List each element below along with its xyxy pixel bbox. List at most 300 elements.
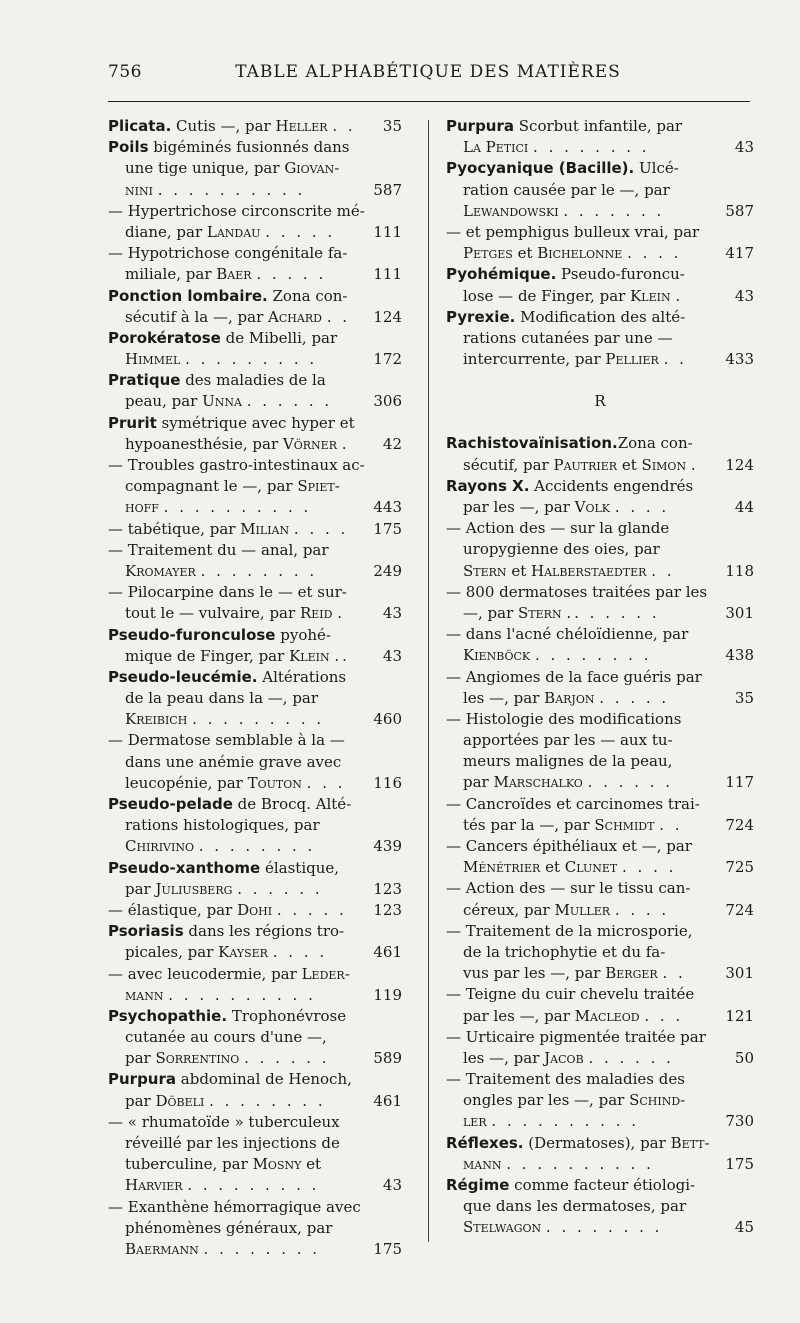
entry-text: — et pemphigus bulleux vrai, par [446, 222, 700, 241]
entry-text: de la trichophytie et du fa- [463, 942, 666, 961]
entry-text: — Urticaire pigmentée traitée par [446, 1027, 706, 1046]
entry-line [108, 222, 402, 243]
entry-term: Prurit [108, 413, 157, 432]
dot-leader: . . [326, 307, 351, 326]
entry-text: ration causée par le —, par [463, 180, 670, 199]
dot-leader: . . . . . . . [563, 201, 665, 220]
author-name: Kienböck [463, 646, 531, 665]
entry-text: vus par les —, par [463, 964, 606, 983]
entry-term: Pyocyanique (Bacille). [446, 159, 635, 178]
index-entry [446, 878, 754, 920]
dot-leader: . . . . . . [246, 392, 333, 411]
index-entry [446, 1027, 754, 1069]
author-name: Macleod [574, 1006, 640, 1025]
index-entry [108, 519, 402, 540]
entry-text: sécutif, par [463, 455, 554, 474]
entry-line [446, 836, 754, 857]
entry-text: élastique, [260, 858, 340, 877]
entry-text: Ulcé- [634, 159, 679, 178]
entry-term: Purpura [108, 1070, 177, 1089]
entry-line [108, 455, 402, 476]
index-entry [108, 900, 402, 921]
dot-leader: . . . . . . [588, 1048, 674, 1067]
entry-line [108, 836, 402, 857]
dot-leader: . . . . . . . . . . [168, 985, 316, 1004]
index-entry [446, 433, 754, 475]
page-reference: 117 [725, 773, 754, 792]
entry-text: meurs malignes de la peau, [463, 752, 673, 771]
author-name: Stelwagon [463, 1218, 542, 1237]
dot-leader: . . . . . . . . [209, 1091, 326, 1110]
index-entry [108, 858, 402, 900]
entry-text: Zona con- [267, 286, 348, 305]
index-entry [108, 137, 402, 201]
entry-text: sécutif à la —, par [125, 307, 269, 326]
dot-leader: . . . . . . . . . [192, 710, 325, 729]
entry-line [108, 667, 402, 688]
page-reference: 724 [725, 900, 754, 919]
entry-text: — « rhumatoïde » tuberculeux [108, 1112, 340, 1131]
entry-term: Rayons X. [446, 476, 530, 495]
entry-line [108, 646, 402, 667]
index-entry [446, 582, 754, 624]
entry-text: — Hypotrichose congénitale fa- [108, 244, 348, 263]
entry-line [446, 878, 754, 899]
entry-line [108, 1048, 402, 1069]
entry-line [108, 1112, 402, 1133]
author-name: Chirivino [125, 837, 194, 856]
page-reference: 42 [382, 434, 402, 453]
dot-leader: . . . [644, 1006, 684, 1025]
entry-line [108, 1091, 402, 1112]
entry-line [446, 455, 754, 476]
entry-text: les —, par [463, 688, 545, 707]
author-name: La Petici [463, 138, 529, 157]
entry-text: — Teigne du cuir chevelu traitée [446, 985, 695, 1004]
entry-line [108, 434, 402, 455]
page-reference: 44 [734, 498, 754, 516]
author-name: Bett- [670, 1133, 710, 1152]
dot-leader: . . [662, 964, 686, 983]
dot-leader: . . . . [272, 943, 328, 962]
entry-line [108, 1218, 402, 1239]
entry-line [108, 815, 402, 836]
dot-leader: . . [332, 117, 356, 135]
entry-text: Zona con- [617, 434, 693, 453]
index-entry [446, 116, 754, 158]
index-entry [446, 307, 754, 371]
index-entry [446, 1175, 754, 1239]
entry-text: céreux, par [463, 900, 555, 919]
section-letter: R [594, 392, 606, 411]
entry-line [108, 688, 402, 709]
entry-text: et [540, 858, 565, 877]
index-entry [446, 1133, 754, 1175]
index-entry [108, 201, 402, 243]
entry-line [446, 942, 754, 963]
index-entry [108, 921, 402, 963]
entry-text: de Mibelli, par [220, 328, 338, 347]
page-reference: 301 [725, 964, 754, 983]
entry-line [108, 985, 402, 1006]
entry-text: — Exanthène hémorragique avec [108, 1197, 361, 1216]
entry-text: lose — de Finger, par [463, 286, 631, 305]
author-name: Bichelonne [537, 244, 623, 263]
entry-text: rations cutanées par une — [463, 328, 673, 347]
page-reference: 118 [725, 561, 754, 580]
entry-line [446, 561, 754, 582]
entry-text: — Pilocarpine dans le — et sur- [108, 583, 347, 602]
entry-line [446, 264, 754, 285]
entry-text: dans les régions tro- [183, 922, 345, 941]
entry-term: Psychopathie. [108, 1006, 228, 1025]
page-number: 756 [108, 62, 142, 82]
dot-leader: . . . . . . . . . [187, 1176, 320, 1195]
entry-term: Régime [446, 1176, 510, 1194]
author-name: Pautrier [553, 455, 618, 474]
entry-text: abdominal de Henoch, [176, 1070, 352, 1089]
author-name: Stern [518, 603, 562, 622]
page-reference: 50 [734, 1048, 754, 1067]
dot-leader: . . . . . [256, 265, 327, 284]
entry-text: phénomènes généraux, par [125, 1218, 333, 1237]
entry-line [446, 476, 754, 497]
entry-text: de Brocq. Alté- [232, 795, 352, 813]
entry-text: des maladies de la [180, 371, 326, 390]
index-entry [446, 836, 754, 878]
page-reference: 124 [373, 307, 402, 326]
entry-line [446, 1111, 754, 1132]
entry-line [446, 582, 754, 603]
right-column-r-entries [446, 433, 754, 1238]
author-name: Giovan- [284, 159, 340, 178]
entry-term: Psoriasis [108, 922, 184, 941]
entry-line [446, 1048, 754, 1069]
entry-text: compagnant le —, par [125, 477, 298, 496]
index-entry [108, 1069, 402, 1111]
dot-leader: . . . . . [276, 900, 347, 919]
page-reference: 116 [373, 773, 402, 792]
author-name: Schmidt [594, 815, 655, 834]
author-name: Achard [268, 307, 322, 326]
page-reference: 45 [734, 1218, 754, 1237]
entry-line [446, 137, 754, 158]
dot-leader: . . . . [627, 244, 682, 263]
entry-line [108, 964, 402, 985]
entry-text: Trophonévrose [227, 1006, 347, 1025]
index-entry [446, 476, 754, 518]
entry-line [446, 1006, 754, 1027]
entry-term: Rachistovaïnisation. [446, 434, 618, 453]
index-entry [108, 730, 402, 794]
entry-line [446, 518, 754, 539]
dot-leader: . . . . [622, 858, 677, 877]
entry-line [108, 794, 402, 815]
author-name: Mosny [252, 1155, 302, 1174]
entry-line [446, 1027, 754, 1048]
entry-line [108, 1175, 402, 1196]
entry-line [446, 328, 754, 349]
entry-line [108, 858, 402, 879]
entry-text: — Traitement du — anal, par [108, 540, 329, 559]
entry-text: — Dermatose semblable à la — [108, 731, 345, 750]
author-name: Kromayer [125, 561, 196, 580]
entry-text: bigéminés fusionnés dans [148, 138, 350, 157]
entry-text: — Traitement de la microsporie, [446, 921, 693, 940]
entry-line [446, 772, 754, 793]
entry-line [446, 984, 754, 1005]
dot-leader: . . . . . . . . [534, 646, 652, 665]
entry-text: — dans l'acné chéloïdienne, par [446, 625, 689, 644]
entry-line [108, 349, 402, 370]
entry-line [446, 1175, 754, 1196]
index-entry [446, 921, 754, 985]
page-reference: 439 [373, 837, 402, 856]
entry-text: peau, par [125, 392, 203, 411]
entry-text: — élastique, par [108, 900, 238, 919]
author-name: Sorrentino [155, 1049, 240, 1068]
page-reference: 43 [382, 604, 402, 623]
page-reference: 725 [725, 858, 754, 877]
entry-line [446, 497, 754, 518]
entry-line [108, 116, 402, 137]
index-entry [446, 667, 754, 709]
entry-line [446, 349, 754, 370]
entry-line [446, 1217, 754, 1238]
entry-text: Altérations [257, 667, 347, 686]
entry-line [108, 307, 402, 328]
page-reference: 443 [373, 498, 402, 517]
author-name: Heller [275, 117, 328, 135]
index-entry [108, 286, 402, 328]
author-name: Klein [630, 286, 671, 305]
entry-text: par [463, 773, 494, 792]
entry-line [108, 137, 402, 158]
author-name: Marschalko [493, 773, 583, 792]
entry-text: — Traitement des maladies des [446, 1070, 685, 1089]
page-reference: 730 [725, 1112, 754, 1131]
entry-line [446, 794, 754, 815]
entry-text: — Action des — sur la glande [446, 519, 670, 538]
entry-text: et [506, 561, 532, 580]
entry-line [446, 603, 754, 624]
entry-line [108, 773, 402, 794]
page-reference: 589 [373, 1049, 402, 1068]
dot-leader: .. . . . . . [566, 603, 660, 622]
author-name: ler [463, 1112, 487, 1131]
index-entry [108, 582, 402, 624]
entry-line [108, 942, 402, 963]
page-reference: 35 [382, 117, 402, 135]
entry-line [108, 1006, 402, 1027]
entry-term: Pyohémique. [446, 265, 557, 284]
entry-line [108, 1133, 402, 1154]
entry-term: Ponction lombaire. [108, 286, 268, 305]
entry-text: — 800 dermatoses traitées par les [446, 582, 708, 601]
dot-leader: . . . . . . [237, 879, 323, 898]
entry-line [446, 1069, 754, 1090]
entry-line [108, 519, 402, 540]
dot-leader: . . . . . . . . . [185, 350, 318, 369]
dot-leader: . . . . [614, 900, 670, 919]
page-reference: 301 [725, 603, 754, 622]
entry-line [446, 180, 754, 201]
entry-text: comme facteur étiologi- [509, 1176, 696, 1194]
author-name: mann [463, 1154, 502, 1173]
entry-line [108, 900, 402, 921]
page-reference: 587 [725, 201, 754, 220]
dot-leader: . . [651, 561, 675, 580]
entry-line [108, 582, 402, 603]
page-reference: 175 [373, 1239, 402, 1258]
dot-leader: . . [663, 350, 687, 369]
author-name: Landau [206, 222, 261, 241]
index-entry [108, 540, 402, 582]
author-name: Volk [574, 498, 611, 516]
entry-text: uropygienne des oies, par [463, 540, 660, 559]
entry-text: ongles par les —, par [463, 1091, 630, 1110]
header-rule [108, 101, 750, 102]
dot-leader: . . . . . . . . . . [506, 1154, 654, 1173]
entry-line [108, 328, 402, 349]
entry-term: Pseudo-xanthome [108, 858, 261, 877]
dot-leader: . . . . . [265, 222, 336, 241]
entry-line [446, 433, 754, 454]
entry-line [446, 815, 754, 836]
page-reference: 111 [373, 265, 402, 284]
entry-text: tuberculine, par [125, 1155, 253, 1174]
entry-text: symétrique avec hyper et [156, 413, 355, 432]
entry-text: dans une anémie grave avec [125, 752, 342, 771]
author-name: Simon [641, 455, 687, 474]
author-name: nini [125, 180, 153, 199]
index-entry [108, 328, 402, 370]
entry-line [108, 497, 402, 518]
dot-leader: . . . . . . . . [198, 837, 316, 856]
entry-line [446, 667, 754, 688]
entry-line [446, 222, 754, 243]
author-name: Kreibich [125, 710, 188, 729]
entry-text: — Histologie des modifications [446, 709, 682, 728]
entry-text: par [125, 1091, 156, 1110]
page-reference: 111 [373, 222, 402, 241]
dot-leader: . . . . . [599, 688, 670, 707]
author-name: Baer [216, 265, 252, 284]
index-entry [108, 964, 402, 1006]
dot-leader: . . . . . . . . . . [157, 180, 306, 199]
index-entry [446, 518, 754, 582]
entry-text: par [125, 1049, 156, 1068]
author-name: Barjon [544, 688, 595, 707]
page-reference: 43 [382, 646, 402, 665]
dot-leader: . . [659, 815, 683, 834]
page-reference: 433 [725, 350, 754, 369]
page-reference: 123 [373, 900, 402, 919]
dot-leader: . . . . . . . . . . [163, 498, 312, 517]
entry-text: (Dermatoses), par [523, 1133, 671, 1152]
author-name: Döbeli [155, 1091, 205, 1110]
author-name: Muller [554, 900, 611, 919]
entry-text: tés par la —, par [463, 815, 595, 834]
entry-line [446, 158, 754, 179]
author-name: Kayser [218, 943, 268, 962]
entry-text: par les —, par [463, 1006, 575, 1025]
entry-text: intercurrente, par [463, 350, 606, 369]
author-name: Milian [240, 519, 290, 538]
page-reference: 43 [734, 138, 754, 157]
entry-line [446, 286, 754, 307]
page-reference: 123 [373, 879, 402, 898]
author-name: Klein [289, 646, 330, 665]
entry-text: leucopénie, par [125, 773, 248, 792]
author-name: Harvier [125, 1176, 183, 1195]
page-reference: 35 [734, 688, 754, 707]
entry-text: de la peau dans la —, par [125, 689, 319, 708]
entry-line [108, 709, 402, 730]
dot-leader: . . . . . . . . [203, 1239, 321, 1258]
entry-text: — tabétique, par [108, 519, 241, 538]
entry-text: — Angiomes de la face guéris par [446, 667, 702, 686]
entry-text: — avec leucodermie, par [108, 964, 302, 983]
entry-line [108, 921, 402, 942]
dot-leader: . . . . . . . . . . [491, 1112, 639, 1131]
entry-text: une tige unique, par [125, 159, 285, 178]
entry-line [446, 645, 754, 666]
entry-line [108, 413, 402, 434]
column-divider [428, 120, 429, 1242]
entry-term: Porokératose [108, 328, 221, 347]
entry-text: et [512, 244, 538, 263]
page-reference: 587 [373, 180, 402, 199]
entry-line [108, 286, 402, 307]
author-name: hoff [125, 498, 159, 517]
entry-text: hypoanesthésie, par [125, 434, 283, 453]
index-entry [108, 116, 402, 137]
entry-line [108, 370, 402, 391]
author-name: Himmel [125, 350, 181, 369]
page-reference: 43 [734, 286, 754, 305]
entry-line [108, 752, 402, 773]
left-column [108, 116, 402, 1260]
index-entry [108, 413, 402, 455]
index-entry [446, 794, 754, 836]
entry-line [446, 900, 754, 921]
index-entry [446, 624, 754, 666]
dot-leader: . . . . [293, 519, 349, 538]
entry-text: tout le — vulvaire, par [125, 604, 300, 623]
entry-text: Cutis —, par [171, 117, 276, 135]
entry-text: — Hypertrichose circonscrite mé- [108, 201, 365, 220]
index-entry [108, 794, 402, 858]
entry-term: Pyrexie. [446, 307, 516, 326]
entry-text: cutanée au cours d'une —, [125, 1028, 327, 1047]
entry-line [446, 921, 754, 942]
author-name: mann [125, 985, 164, 1004]
index-entry [108, 1112, 402, 1197]
entry-line [108, 476, 402, 497]
entry-text: Modification des alté- [515, 307, 686, 326]
entry-term: Réflexes. [446, 1133, 524, 1152]
entry-line [108, 264, 402, 285]
entry-text: par les —, par [463, 498, 575, 516]
right-column [446, 116, 754, 1239]
entry-line [446, 709, 754, 730]
index-entry [108, 370, 402, 412]
dot-leader: . . . . . . . . [533, 138, 650, 157]
entry-text: par [125, 879, 156, 898]
entry-line [108, 391, 402, 412]
page-reference: 724 [725, 815, 754, 834]
